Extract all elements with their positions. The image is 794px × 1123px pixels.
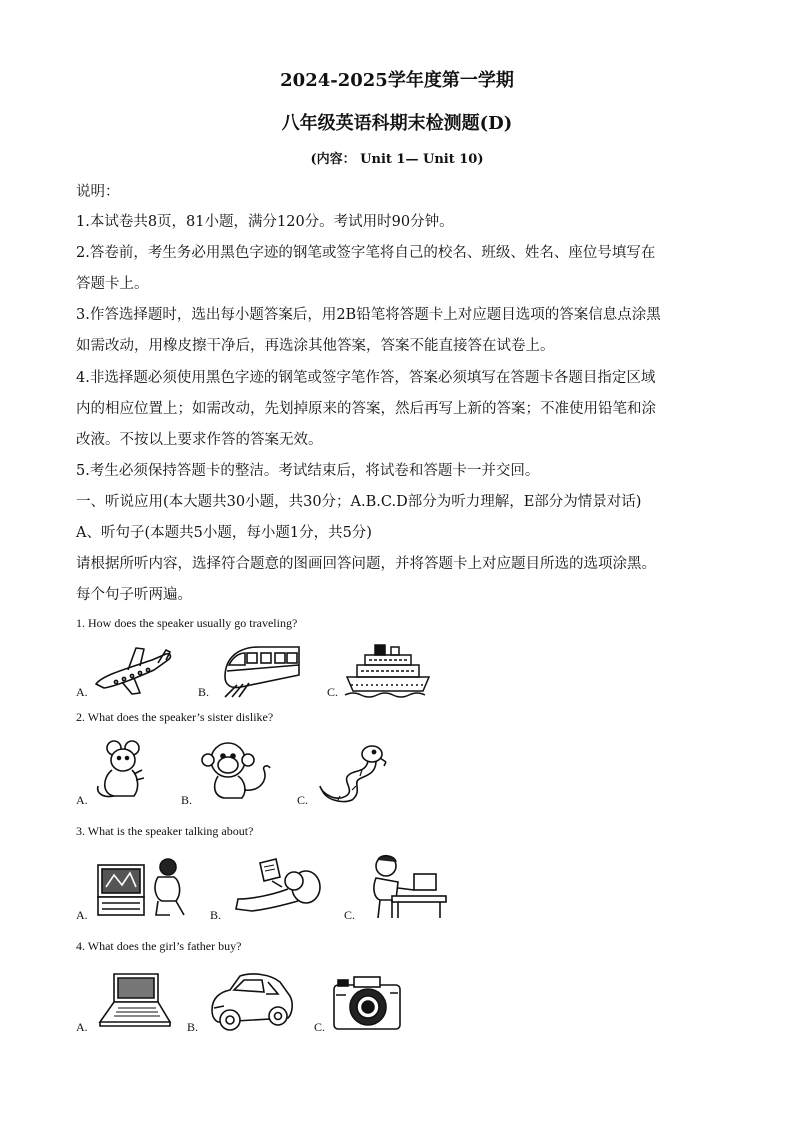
snake-icon [316, 742, 388, 806]
question-3-text: 3. What is the speaker talking about? [76, 824, 254, 838]
part-a-directions: 请根据所听内容，选择符合题意的图画回答问题，并将答题卡上对应题目所选的选项涂黑。 [76, 556, 656, 572]
option-b-label: B. [181, 793, 193, 807]
train-icon [219, 641, 303, 701]
option-c-label: C. [314, 1020, 326, 1034]
exam-title-line2: 八年级英语科期末检测题(D) [281, 113, 513, 134]
option-a-label: A. [76, 1020, 88, 1034]
question-1-text: 1. How does the speaker usually go traveling? [76, 616, 298, 630]
monkey-icon [198, 740, 278, 806]
using-computer-icon [362, 854, 446, 924]
option-c-label: C. [327, 685, 339, 699]
option-a-label: A. [76, 685, 88, 699]
instructions-heading: 说明： [76, 184, 120, 200]
option-c-label: C. [297, 793, 309, 807]
laptop-icon [98, 972, 170, 1032]
option-b-label: B. [210, 908, 222, 922]
part-a-heading: A、听句子(本题共5小题，每小题1分，共5分) [76, 525, 372, 541]
instruction-line: 答题卡上。 [76, 276, 149, 292]
option-a-label: A. [76, 908, 88, 922]
instruction-line: 4.非选择题必须使用黑色字迹的钢笔或签字笔作答，答案必须填写在答题卡各题目指定区域 [76, 370, 656, 386]
instruction-line: 改液。不按以上要求作答的答案无效。 [76, 432, 323, 448]
question-4-text: 4. What does the girl’s father buy? [76, 939, 242, 953]
car-icon [208, 970, 294, 1038]
instruction-line: 2.答卷前，考生务必用黑色字迹的钢笔或签字笔将自己的校名、班级、姓名、座位号填写在 [76, 245, 656, 261]
instruction-line: 如需改动，用橡皮擦干净后，再选涂其他答案，答案不能直接答在试卷上。 [76, 338, 555, 354]
reading-icon [232, 857, 324, 919]
question-2-text: 2. What does the speaker’s sister dislike? [76, 710, 274, 724]
section-heading: 一、听说应用(本大题共30小题，共30分；A.B.C.D部分为听力理解，E部分为情景对话) [76, 494, 642, 510]
exam-title-line1: 2024-2025学年度第一学期 [280, 70, 514, 91]
instruction-line: 1.本试卷共8页，81小题，满分120分。考试用时90分钟。 [76, 214, 454, 230]
option-b-label: B. [187, 1020, 199, 1034]
mouse-icon [94, 740, 154, 806]
instruction-line: 内的相应位置上；如需改动，先划掉原来的答案，然后再写上新的答案；不准使用铅笔和涂 [76, 401, 656, 417]
content-note: (内容： Unit 1— Unit 10) [310, 152, 484, 167]
camera-icon [332, 975, 402, 1035]
airplane-icon [92, 646, 174, 700]
instruction-line: 3.作答选择题时，选出每小题答案后，用2B铅笔将答题卡上对应题目选项的答案信息点涂黑 [76, 307, 661, 323]
watching-tv-icon [96, 857, 188, 923]
option-b-label: B. [198, 685, 210, 699]
option-a-label: A. [76, 793, 88, 807]
part-a-directions: 每个句子听两遍。 [76, 587, 192, 603]
option-c-label: C. [344, 908, 356, 922]
instruction-line: 5.考生必须保持答题卡的整洁。考试结束后，将试卷和答题卡一并交回。 [76, 463, 540, 479]
ship-icon [343, 639, 433, 701]
